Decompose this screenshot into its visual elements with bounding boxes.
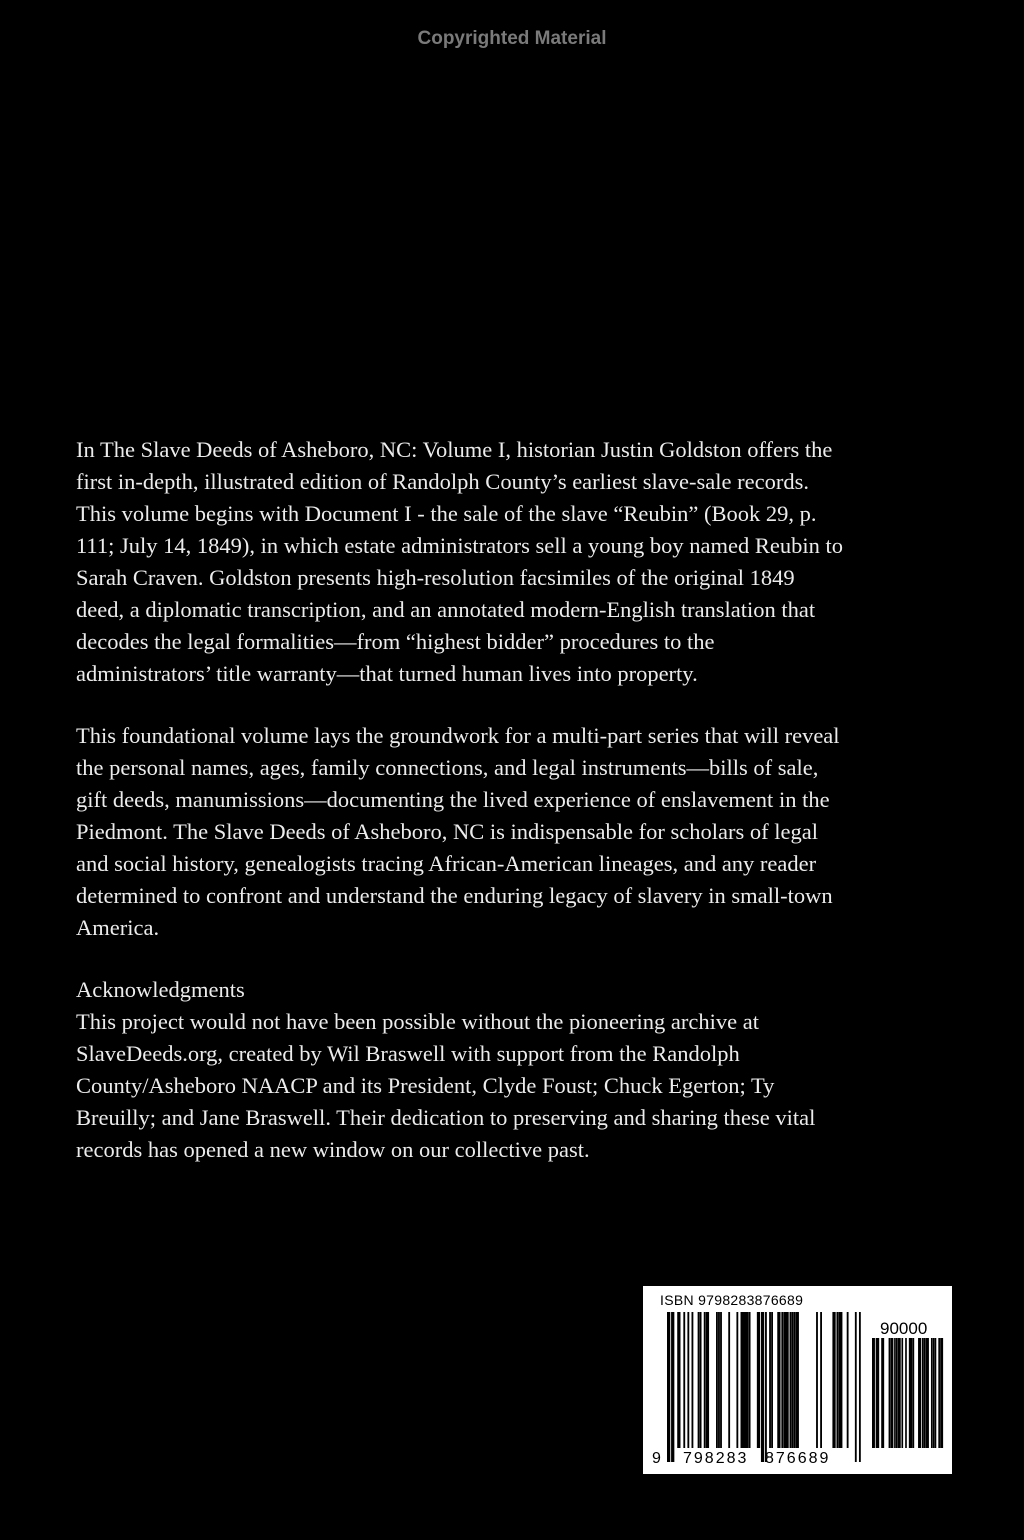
barcode-bar xyxy=(704,1312,706,1448)
blurb-paragraph-2: This foundational volume lays the groundwork for a multi-part series that will reveal the personal names, ages, family connections, and legal instruments—bills of sale, gift deeds, manumissions—documenting the lived experience of enslavement in the Piedmont. The Slave Deeds of Asheboro, NC is indispensable for scholars of legal and social history, genealogists tracing African-American lineages, and any reader determined to confront and understand the enduring legacy of slavery in small-town America. xyxy=(76,723,840,940)
barcode-bar xyxy=(913,1338,915,1448)
barcode-bar xyxy=(671,1312,674,1462)
barcode-bar xyxy=(792,1312,794,1448)
barcode-bar xyxy=(855,1312,857,1462)
barcode-bar xyxy=(765,1312,767,1462)
barcode-bar xyxy=(720,1312,722,1448)
barcode-bar xyxy=(896,1338,898,1448)
barcode-bar xyxy=(706,1312,709,1448)
barcode-bar xyxy=(687,1312,689,1448)
barcode-bar xyxy=(683,1312,685,1448)
barcode-bar xyxy=(918,1338,921,1448)
barcode-bar xyxy=(933,1338,935,1448)
barcode-bar xyxy=(718,1312,720,1448)
isbn-barcode xyxy=(643,1286,952,1474)
barcode-bar xyxy=(816,1312,818,1448)
price-code: 90000 xyxy=(880,1319,928,1338)
barcode-bar xyxy=(872,1338,875,1448)
barcode-bar xyxy=(922,1338,924,1448)
addon-barcode-bars xyxy=(872,1338,944,1462)
barcode-bar xyxy=(777,1312,780,1448)
acknowledgments-heading: Acknowledgments xyxy=(76,977,245,1002)
blurb-paragraph-1: In The Slave Deeds of Asheboro, NC: Volume I, historian Justin Goldston offers the first in-depth, illustrated edition of Randolph County’s earliest slave-sale records. This volume begins with Document I - the sale of the slave “Reubin” (Book 29, p. 111; July 14, 1849), in which estate administrators sell a young boy named Reubin to Sarah Craven. Goldston presents high-resolution facsimiles of the original 1849 deed, a diplomatic transcription, and an annotated modern-English translation that decodes the legal formalities—from “highest bidder” procedures to the administrators’ title warranty—that turned human lives into property. xyxy=(76,437,843,686)
barcode-bar xyxy=(700,1312,702,1448)
barcode-bar xyxy=(820,1312,822,1448)
barcode-bar xyxy=(836,1312,838,1448)
barcode-bar xyxy=(692,1312,694,1448)
barcode-bar xyxy=(757,1312,760,1448)
barcode-bar xyxy=(938,1338,940,1448)
barcode-bar xyxy=(924,1338,926,1448)
barcode-bar xyxy=(847,1312,849,1448)
barcode-bar xyxy=(890,1338,893,1448)
barcode-bar xyxy=(761,1312,764,1462)
isbn-label: ISBN 9798283876689 xyxy=(660,1292,804,1308)
barcode-bar xyxy=(927,1338,929,1448)
barcode-bar xyxy=(841,1312,843,1448)
barcode-bar xyxy=(785,1312,788,1448)
barcode-bar xyxy=(901,1338,903,1448)
acknowledgments-text: This project would not have been possible without the pioneering archive at SlaveDeeds.org, created by Wil Braswell with support from the Randolph County/Asheboro NAACP and its President, Clyde Foust; Chuck Egerton; Ty Breuilly; and Jane Braswell. Their dedication to preserving and sharing these vital records has opened a new window on our collective past. xyxy=(76,1009,816,1162)
barcode-bar xyxy=(794,1312,796,1448)
barcode-bar xyxy=(832,1312,835,1448)
barcode-digits-right: 876689 xyxy=(765,1450,831,1467)
barcode-bar xyxy=(677,1312,680,1448)
ean-barcode-bars xyxy=(667,1312,863,1462)
barcode-bar xyxy=(878,1338,880,1448)
barcode-bar xyxy=(716,1312,718,1448)
barcode-bar xyxy=(796,1312,799,1448)
back-cover-blurb xyxy=(76,434,956,1166)
barcode-bar xyxy=(940,1338,943,1448)
barcode-bar xyxy=(736,1312,738,1448)
barcode-bar xyxy=(769,1312,771,1448)
barcode-bar xyxy=(898,1338,901,1448)
barcode-bar xyxy=(698,1312,700,1448)
barcode-digits-left: 798283 xyxy=(683,1450,749,1467)
copyright-watermark-top: Copyrighted Material xyxy=(417,28,607,49)
barcode-bar xyxy=(931,1338,933,1448)
barcode-digit-first: 9 xyxy=(652,1450,661,1467)
barcode-bar xyxy=(781,1312,783,1448)
barcode-bar xyxy=(771,1312,773,1448)
barcode-bar xyxy=(859,1312,861,1462)
barcode-bar xyxy=(935,1338,937,1448)
barcode-bar xyxy=(905,1338,907,1448)
barcode-bar xyxy=(889,1338,891,1448)
barcode-bar xyxy=(747,1312,749,1448)
barcode-bar xyxy=(911,1338,913,1448)
barcode-bar xyxy=(894,1338,896,1448)
barcode-bar xyxy=(881,1338,884,1448)
barcode-bar xyxy=(790,1312,792,1448)
barcode-bar xyxy=(667,1312,670,1462)
barcode-bar xyxy=(749,1312,751,1448)
barcode-bar xyxy=(728,1312,730,1448)
